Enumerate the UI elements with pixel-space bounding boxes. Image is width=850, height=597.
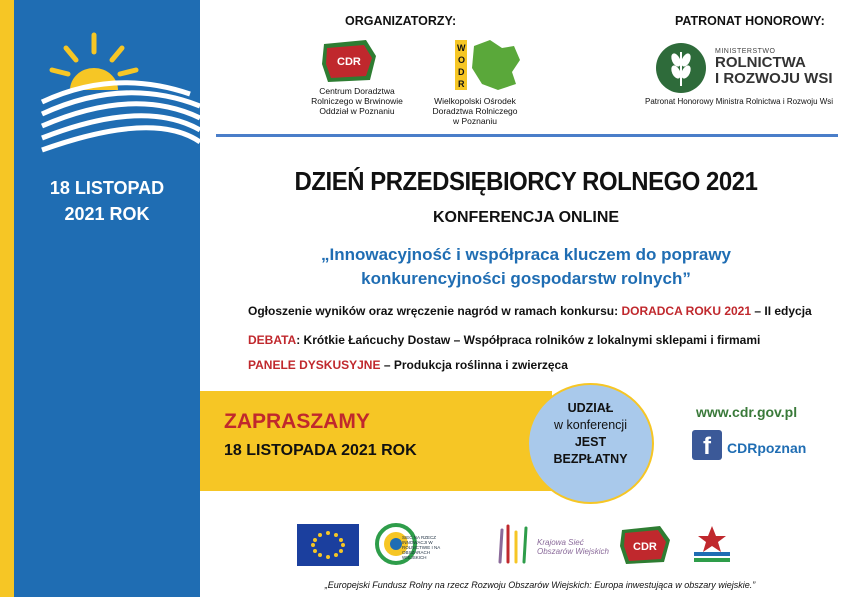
organizer2-caption-line2: Doradztwa Rolniczego <box>432 106 518 116</box>
facebook-link[interactable]: CDRpoznan <box>727 440 807 456</box>
badge-line1: UDZIAŁ <box>567 401 614 415</box>
patron-title: PATRONAT HONOROWY: <box>675 14 825 28</box>
sir-logo-text: SIEĆ NA RZECZ INNOWACJI W ROLNICTWIE I NA OBSZARACH WIEJSKICH <box>402 535 441 560</box>
cdr-logo <box>318 36 380 86</box>
cdr-logo-text: CDR <box>337 56 361 68</box>
organizer2-caption-line3: w Poznaniu <box>453 116 497 126</box>
agenda-item-debate <box>248 333 760 347</box>
organizer2-caption <box>420 96 530 126</box>
ministry-name <box>715 48 835 87</box>
sun-fields-icon <box>14 20 200 170</box>
badge-line4: BEZPŁATNY <box>553 452 628 466</box>
cdr-footer-logo-text: CDR <box>633 541 657 553</box>
theme-line2: konkurencyjności gospodarstw rolnych” <box>361 269 691 288</box>
svg-text:D: D <box>458 67 465 77</box>
svg-text:W: W <box>457 43 466 53</box>
organizers-title: ORGANIZATORZY: <box>345 14 457 28</box>
badge-line3: JEST <box>574 435 607 449</box>
agenda-item-contest-highlight: DORADCA ROKU 2021 <box>621 304 752 318</box>
header-divider <box>216 134 838 137</box>
agenda-item-debate-highlight: DEBATA <box>248 333 297 347</box>
ministry-line1: MINISTERSTWO <box>715 48 776 55</box>
page-subtitle: KONFERENCJA ONLINE <box>432 209 620 226</box>
footer-eafrd-text: „Europejski Fundusz Rolny na rzecz Rozwoju Obszarów Wiejskich: Europa inwestująca w obszary wiejskie.” <box>324 580 756 590</box>
ksow-line2: Obszarów Wiejskich <box>537 547 609 556</box>
ksow-text <box>537 538 609 556</box>
ministry-line3: I ROZWOJU WSI <box>715 70 833 87</box>
organizer1-caption <box>292 86 422 116</box>
free-participation-text <box>527 400 654 468</box>
agenda-item-contest <box>248 304 812 318</box>
ministry-logo-icon <box>655 42 707 94</box>
agenda-item-contest-suffix: – II edycja <box>751 304 812 318</box>
patron-caption: Patronat Honorowy Ministra Rolnictwa i Rozwoju Wsi <box>645 97 834 106</box>
theme-line1: „Innowacyjność i współpraca kluczem do poprawy <box>321 245 731 264</box>
ksow-logo-icon <box>494 522 534 566</box>
left-date-line1: 18 LISTOPAD <box>49 178 165 198</box>
wodr-logo <box>452 38 524 93</box>
left-date-line2: 2021 ROK <box>64 204 150 224</box>
badge-line2: w konferencji <box>554 418 627 432</box>
organizer2-caption-line1: Wielkopolski Ośrodek <box>434 96 516 106</box>
facebook-icon[interactable]: f <box>692 430 722 460</box>
invitation-box <box>200 391 552 491</box>
agenda-item-contest-text: Ogłoszenie wyników oraz wręczenie nagród w ramach konkursu: <box>248 304 622 318</box>
invitation-date: 18 LISTOPADA 2021 ROK <box>224 442 417 459</box>
left-date <box>14 175 200 227</box>
organizer1-caption-line2: Rolniczego w Brwinowie <box>311 96 403 106</box>
ksow-line1: Krajowa Sieć <box>537 538 584 547</box>
agenda-item-panels <box>248 358 568 372</box>
agenda-item-panels-highlight: PANELE DYSKUSYJNE <box>248 358 381 372</box>
ministry-line2: ROLNICTWA <box>715 54 806 71</box>
website-link[interactable]: www.cdr.gov.pl <box>696 404 798 420</box>
eu-flag-icon <box>297 524 359 566</box>
cdr-footer-logo <box>618 522 672 566</box>
agenda-item-panels-text: – Produkcja roślinna i zwierzęca <box>380 358 568 372</box>
organizer1-caption-line3: Oddział w Poznaniu <box>319 106 395 116</box>
organizer1-caption-line1: Centrum Doradztwa <box>319 86 395 96</box>
left-yellow-stripe <box>0 0 14 597</box>
prow-logo-icon <box>690 522 740 566</box>
svg-text:O: O <box>458 55 466 65</box>
svg-text:R: R <box>458 79 465 89</box>
invitation-title: ZAPRASZAMY <box>224 410 370 433</box>
agenda-item-debate-text: : Krótkie Łańcuchy Dostaw – Współpraca rolników z lokalnymi sklepami i firmami <box>296 333 761 347</box>
page-title: DZIEŃ PRZEDSIĘBIORCY ROLNEGO 2021 <box>294 166 758 196</box>
conference-theme <box>236 243 816 291</box>
